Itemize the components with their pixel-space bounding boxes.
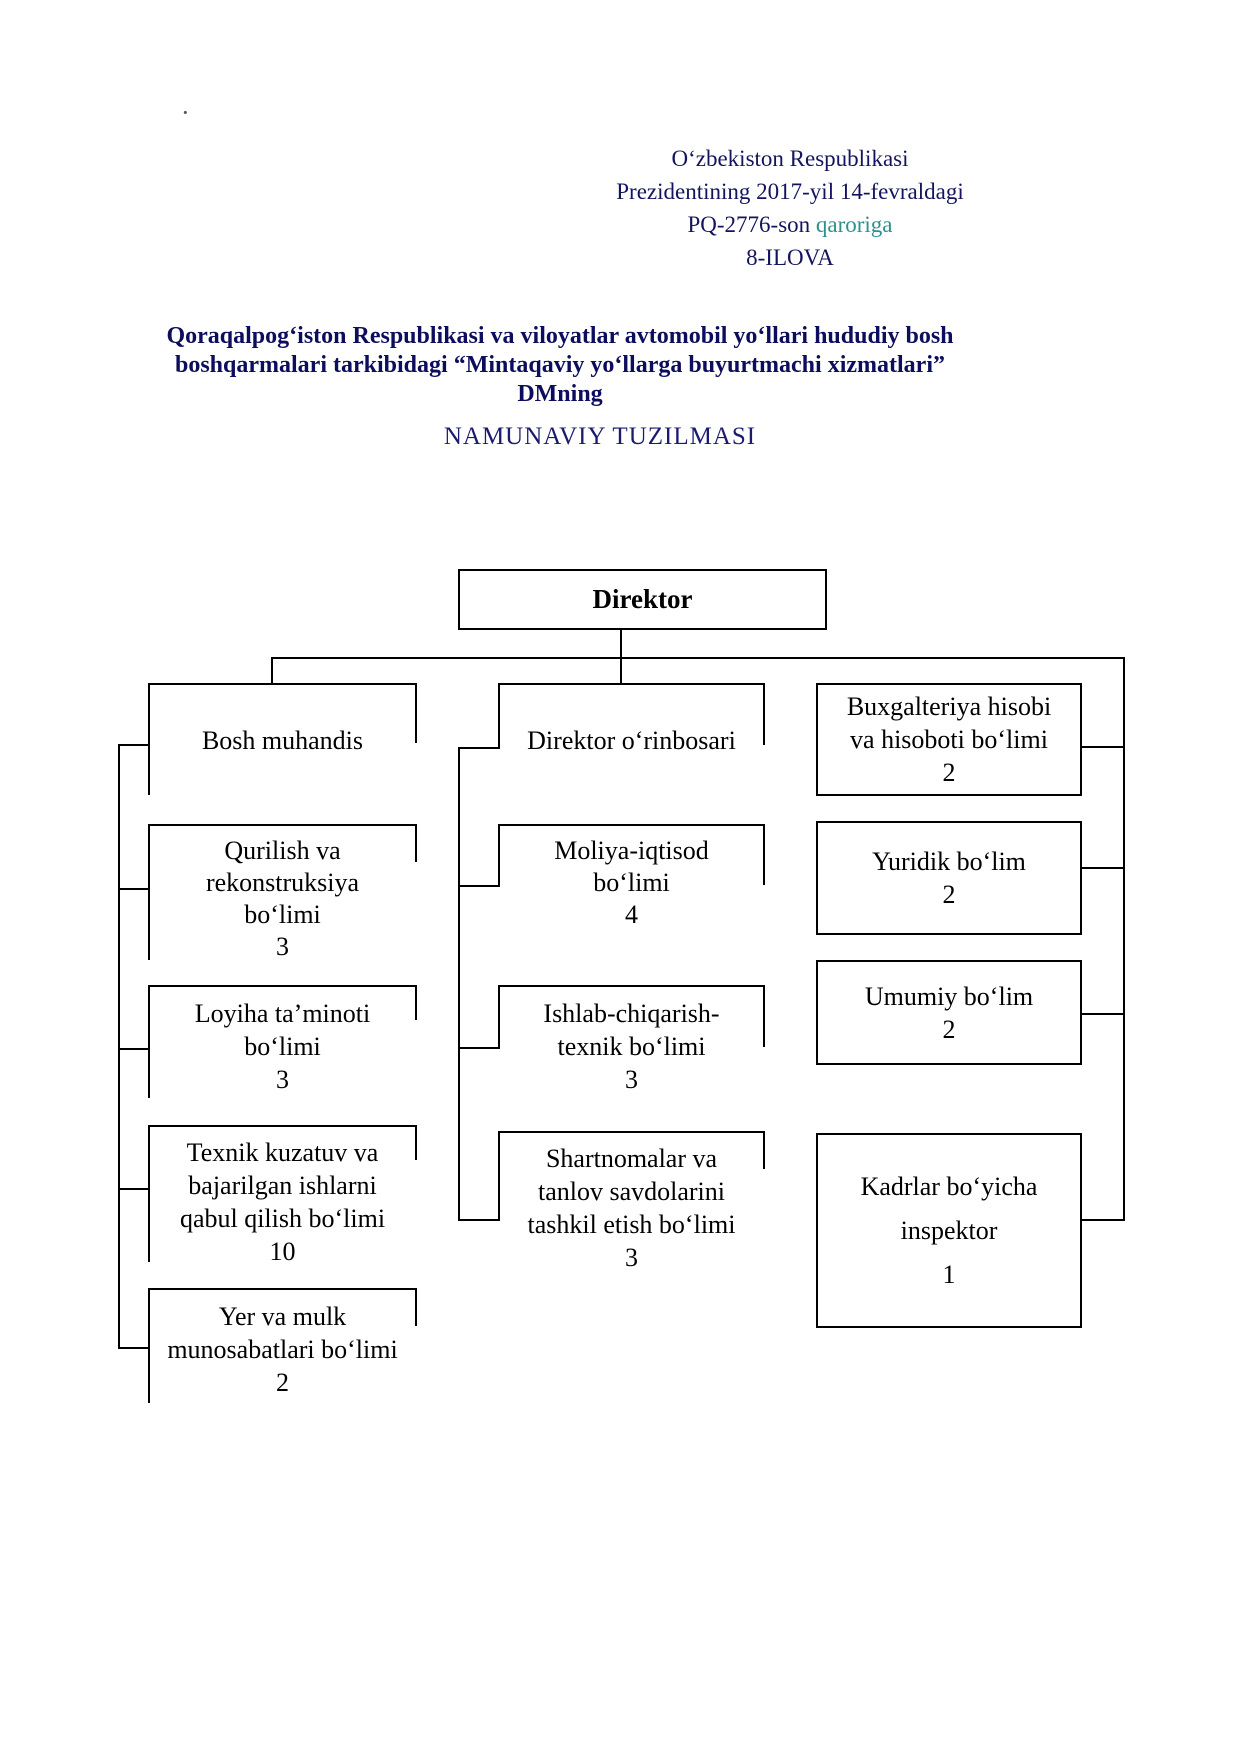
org-box-label-block bbox=[148, 724, 417, 757]
page-subtitle: NAMUNAVIY TUZILMASI bbox=[443, 423, 757, 450]
org-box-label: 2 bbox=[942, 880, 956, 909]
connector-line bbox=[118, 1048, 150, 1050]
box-border-top bbox=[148, 824, 417, 826]
org-box-label-block bbox=[498, 1142, 765, 1274]
org-box-label: bo‘limi bbox=[593, 868, 670, 897]
qaroriga-link[interactable]: qaroriga bbox=[815, 212, 893, 237]
org-box-shartnomalar bbox=[498, 1131, 765, 1272]
org-box-label: texnik bo‘limi bbox=[557, 1032, 706, 1061]
org-box-label: 3 bbox=[625, 1065, 638, 1094]
org-box-label: inspektor bbox=[900, 1215, 998, 1245]
decree-number: PQ-2776-son bbox=[687, 212, 816, 237]
connector-line bbox=[458, 747, 460, 1221]
org-box-label: Yuridik bo‘lim bbox=[872, 847, 1026, 876]
org-box-label: bajarilgan ishlarni bbox=[188, 1171, 377, 1200]
org-box-moliya bbox=[498, 824, 765, 929]
connector-line bbox=[1123, 657, 1125, 1221]
org-box-label-block bbox=[498, 997, 765, 1096]
org-box-label-block bbox=[148, 1300, 417, 1399]
org-box-label: munosabatlari bo‘limi bbox=[167, 1335, 398, 1364]
org-box-label: bo‘limi bbox=[244, 1032, 321, 1061]
org-box-label: Loyiha ta’minoti bbox=[194, 999, 371, 1028]
connector-line bbox=[1082, 867, 1123, 869]
org-box-label-block bbox=[148, 1136, 417, 1268]
org-box-label-block bbox=[498, 835, 765, 931]
connector-line bbox=[458, 1047, 500, 1049]
connector-line bbox=[271, 657, 1125, 659]
org-box-ishlab bbox=[498, 985, 765, 1094]
org-box-umumiy bbox=[816, 960, 1082, 1065]
org-box-label-block bbox=[498, 724, 765, 757]
org-box-label: Buxgalteriya hisobi bbox=[846, 692, 1052, 721]
org-box-label: 2 bbox=[276, 1368, 289, 1397]
title-line-3: DMning bbox=[517, 381, 603, 407]
org-box-label: va hisoboti bo‘limi bbox=[850, 725, 1048, 754]
org-box-loyiha bbox=[148, 985, 417, 1098]
org-box-label: Umumiy bo‘lim bbox=[864, 981, 1034, 1011]
header-line-country: O‘zbekiston Respublikasi bbox=[671, 146, 909, 171]
org-box-bux bbox=[816, 683, 1082, 796]
header-line-president-date: Prezidentining 2017-yil 14-fevraldagi bbox=[616, 179, 964, 204]
org-box-label: Moliya-iqtisod bbox=[554, 836, 709, 865]
title-line-1: Qoraqalpog‘iston Respublikasi va viloyatlar avtomobil yo‘llari hududiy bosh bbox=[166, 323, 954, 349]
org-box-label-block bbox=[148, 835, 417, 963]
box-border-top bbox=[148, 1288, 417, 1290]
connector-line bbox=[620, 630, 622, 657]
org-box-label: tanlov savdolarini bbox=[537, 1177, 725, 1206]
title-line-2: boshqarmalari tarkibidagi “Mintaqaviy yo‘llarga buyurtmachi xizmatlari” bbox=[174, 352, 945, 378]
connector-line bbox=[458, 885, 500, 887]
org-box-kadrlar bbox=[816, 1133, 1082, 1328]
box-border-top bbox=[148, 683, 417, 685]
org-box-label: bo‘limi bbox=[244, 900, 321, 929]
org-box-label: 2 bbox=[942, 1014, 956, 1044]
box-border-top bbox=[498, 683, 765, 685]
stray-scan-mark: · bbox=[181, 98, 190, 127]
org-box-label: qabul qilish bo‘limi bbox=[179, 1204, 386, 1233]
connector-line bbox=[1082, 746, 1123, 748]
org-box-label: Texnik kuzatuv va bbox=[186, 1138, 379, 1167]
org-box-label: Direktor bbox=[592, 584, 693, 614]
org-box-label: Shartnomalar va bbox=[545, 1144, 718, 1173]
org-box-label: 3 bbox=[276, 932, 289, 961]
org-box-label: 1 bbox=[942, 1259, 956, 1289]
connector-line bbox=[118, 888, 150, 890]
box-border-top bbox=[498, 1131, 765, 1133]
org-box-bosh bbox=[148, 683, 417, 795]
org-box-yuridik bbox=[816, 821, 1082, 935]
connector-line bbox=[458, 1219, 500, 1221]
org-box-label: Qurilish va bbox=[224, 836, 341, 865]
connector-line bbox=[271, 657, 273, 684]
org-box-yer bbox=[148, 1288, 417, 1403]
org-box-qurilish bbox=[148, 824, 417, 960]
org-box-label: Yer va mulk bbox=[218, 1302, 347, 1331]
org-box-label-block bbox=[148, 997, 417, 1096]
org-box-label: tashkil etish bo‘limi bbox=[527, 1210, 736, 1239]
org-box-label: 3 bbox=[276, 1065, 289, 1094]
box-border-top bbox=[148, 985, 417, 987]
connector-line bbox=[458, 747, 500, 749]
connector-line bbox=[118, 744, 120, 1349]
org-box-direktor bbox=[458, 569, 827, 630]
box-border-top bbox=[148, 1125, 417, 1127]
connector-line bbox=[118, 1347, 150, 1349]
org-box-orinbosari bbox=[498, 683, 765, 755]
org-box-label: 10 bbox=[269, 1237, 296, 1266]
org-box-label: Kadrlar bo‘yicha bbox=[860, 1171, 1038, 1201]
box-border-top bbox=[498, 824, 765, 826]
header-line-annex: 8-ILOVA bbox=[746, 245, 834, 270]
org-box-label: Bosh muhandis bbox=[201, 726, 364, 755]
connector-line bbox=[118, 1188, 150, 1190]
org-box-texnik bbox=[148, 1125, 417, 1266]
org-box-label: Direktor o‘rinbosari bbox=[527, 726, 736, 755]
box-border-top bbox=[498, 985, 765, 987]
org-box-label: Ishlab-chiqarish- bbox=[543, 999, 720, 1028]
org-box-label: 4 bbox=[625, 900, 638, 929]
connector-line bbox=[1082, 1219, 1123, 1221]
connector-line bbox=[118, 744, 150, 746]
org-box-label: rekonstruksiya bbox=[205, 868, 360, 897]
connector-line bbox=[1082, 1013, 1123, 1015]
org-box-label: 3 bbox=[625, 1243, 638, 1272]
org-box-label: 2 bbox=[942, 758, 956, 787]
connector-line bbox=[620, 657, 622, 684]
